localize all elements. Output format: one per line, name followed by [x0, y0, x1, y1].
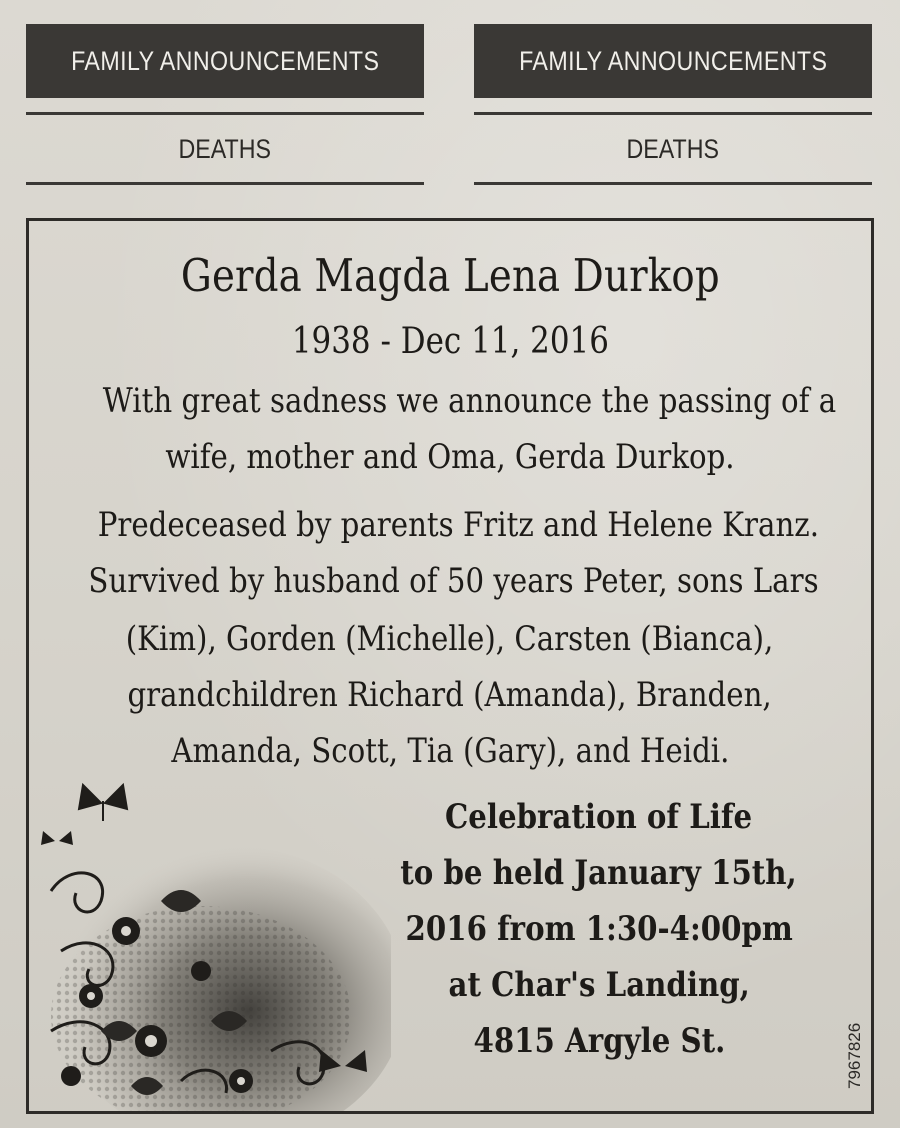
obituary-notice	[26, 218, 874, 1114]
left-section-label: DEATHS	[178, 134, 272, 164]
floral-butterfly-icon	[31, 781, 391, 1111]
family-line: Survived by husband of 50 years Peter, sons Lars	[88, 561, 819, 601]
right-rule-top	[474, 112, 872, 115]
celebration-line: at Char's Landing,	[448, 965, 750, 1005]
right-header-title: FAMILY ANNOUNCEMENTS	[518, 45, 828, 76]
celebration-line: 2016 from 1:30-4:00pm	[405, 909, 793, 949]
deceased-name: Gerda Magda Lena Durkop	[180, 249, 720, 302]
celebration-line: to be held January 15th,	[400, 853, 798, 893]
right-section-label: DEATHS	[626, 134, 720, 164]
ad-number: 7967826	[845, 1022, 864, 1089]
celebration-line: 4815 Argyle St.	[473, 1021, 725, 1061]
celebration-line: Celebration of Life	[445, 797, 753, 837]
left-rule-bottom	[26, 182, 424, 185]
right-rule-bottom	[474, 182, 872, 185]
family-line: grandchildren Richard (Amanda), Branden,	[127, 675, 773, 715]
family-line: Amanda, Scott, Tia (Gary), and Heidi.	[170, 731, 730, 771]
life-dates: 1938 - Dec 11, 2016	[291, 321, 609, 362]
right-header-bar	[474, 24, 872, 98]
announcement-line: With great sadness we announce the passing of a	[102, 381, 837, 421]
family-line: (Kim), Gorden (Michelle), Carsten (Bianca),	[126, 619, 774, 659]
left-header-bar	[26, 24, 424, 98]
family-line: Predeceased by parents Fritz and Helene Kranz.	[97, 505, 819, 545]
left-header-title: FAMILY ANNOUNCEMENTS	[70, 45, 380, 76]
announcement-line: wife, mother and Oma, Gerda Durkop.	[165, 437, 735, 477]
left-rule-top	[26, 112, 424, 115]
